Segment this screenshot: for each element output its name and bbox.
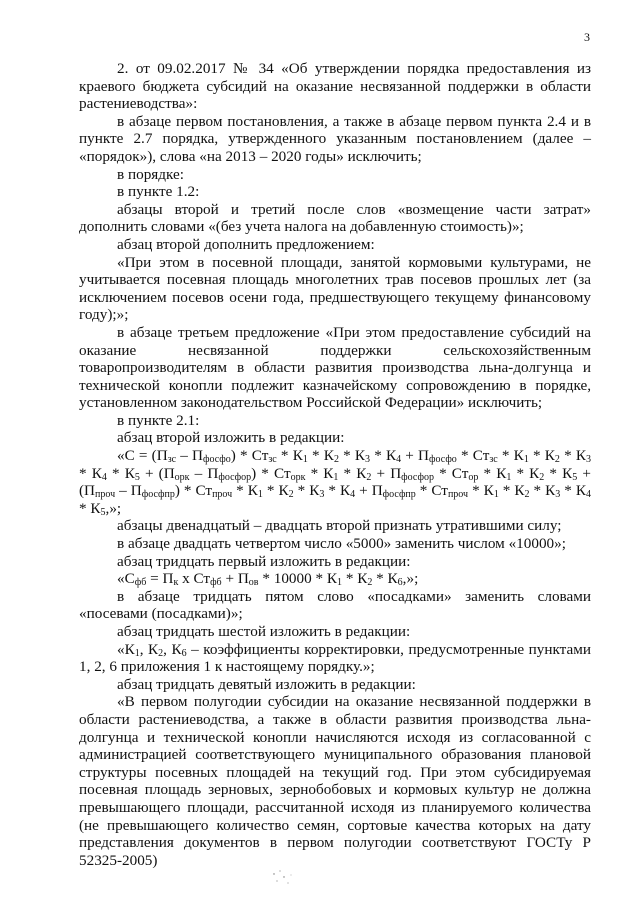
formula-subscript: 2 xyxy=(367,577,373,589)
formula-subscript: фосфпр xyxy=(141,489,175,501)
formula-subscript: 1 xyxy=(493,489,499,501)
paragraph: в пункте 2.1: xyxy=(117,411,200,429)
formula-text: * Ст xyxy=(433,464,469,482)
formula-subscript: фб xyxy=(210,577,222,589)
formula-subscript: 6 xyxy=(181,647,187,659)
paragraph: в абзаце тридцать пятом слово «посадками» заменить словами «посевами (посадками)»; xyxy=(79,587,591,623)
formula-text: + (П xyxy=(139,464,175,482)
formula-text: + П xyxy=(401,447,430,465)
formula-text: ,»; xyxy=(402,570,419,588)
formula-subscript: фосфо xyxy=(429,454,457,466)
formula-subscript: проч xyxy=(212,489,233,501)
formula-subscript: 4 xyxy=(101,471,107,483)
formula-text: + П xyxy=(355,482,383,500)
formula-subscript: зс xyxy=(167,454,177,466)
formula-subscript: фосфор xyxy=(218,471,252,483)
formula-text: * Ст xyxy=(456,447,490,465)
formula-subscript: 3 xyxy=(555,489,561,501)
formula-text: * 10000 * К xyxy=(258,570,338,588)
formula-subscript: 2 xyxy=(288,489,294,501)
formula-subscript: зс xyxy=(268,454,277,466)
formula-subscript: 1 xyxy=(302,454,308,466)
formula-subscript: 6 xyxy=(397,577,403,589)
formula-text: ,»; xyxy=(105,499,122,517)
formula-subscript: 3 xyxy=(365,454,371,466)
formula-text: , К xyxy=(163,640,182,658)
formula-subsidy xyxy=(79,447,591,517)
formula-text: + П xyxy=(221,570,249,588)
formula-subscript: 5 xyxy=(572,471,578,483)
formula-text: * К xyxy=(342,570,368,588)
formula-text: * К xyxy=(232,482,258,500)
formula-text: * К xyxy=(293,482,320,500)
formula-subscript: ов xyxy=(248,577,259,589)
formula-subscript: 2 xyxy=(366,471,372,483)
formula-subscript: проч xyxy=(447,489,469,501)
formula-text: , К xyxy=(139,640,159,658)
formula-subscript: орк xyxy=(174,471,190,483)
paragraph: абзацы двенадцатый – двадцать второй признать утратившими силу; xyxy=(117,517,562,535)
paragraph: абзац тридцать девятый изложить в редакции: xyxy=(117,675,416,693)
formula-text: ) * Ст xyxy=(230,447,269,465)
paragraph: в абзаце первом постановления, а также в абзаце первом пункта 2.4 и в пункте 2.7 порядка, утвержденного указанным постановлением (далее – «порядок»), слова «на 2013 – 2020 годы» исключить; xyxy=(79,112,591,165)
formula-text: ) * Ст xyxy=(251,464,291,482)
formula-text: * Ст xyxy=(415,482,448,500)
formula-text: * К xyxy=(529,482,556,500)
paragraph: «В первом полугодии субсидии на оказание несвязанной поддержки в области растениеводства, а также в области развития производства льна-долгунца и технической конопли начисляются исходя из согласованной с администрацией соответствующего муниципального образования плановой структуры посевных площадей на текущий год. При этом субсидируемая посевная площадь зерновых, зернобобовых и кормовых культур не должна превышающего площади, рассчитанной исходя из планируемого количества (не превышающего количество семян, сортовые качества которых на дату представления документов в первом полугодии соответствуют ГОСТу Р 52325-2005) xyxy=(79,693,591,869)
paragraph: в абзаце третьем предложение «При этом предоставление субсидий на оказание несвязанной поддержки сельскохозяйственным товаропроизводителям в области развития производства льна-долгунца и технической конопли подлежит казначейскому сопровождению в порядке, установленном законодательством Российской Федерации» исключить; xyxy=(79,323,591,412)
formula-subscript: 2 xyxy=(333,454,339,466)
formula-fb xyxy=(79,570,591,588)
paragraph: абзацы второй и третий после слов «возмещение части затрат» дополнить словами «(без учета налога на добавленную стоимость)»; xyxy=(79,200,591,236)
formula-text: + П xyxy=(371,464,402,482)
formula-subscript: зс xyxy=(489,454,498,466)
formula-subscript: 2 xyxy=(158,647,164,659)
formula-text: ) * Ст xyxy=(174,482,213,500)
formula-text: * К xyxy=(305,464,334,482)
paragraph: «При этом в посевной площади, занятой кормовыми культурами, не учитывается посевная площадь многолетних трав посевов прошлых лет (за исключением посевов осени года, предшествующего текущему финансовому году);»; xyxy=(79,253,591,324)
formula-text: * К xyxy=(544,464,573,482)
formula-subscript: орк xyxy=(290,471,306,483)
paragraph: 2. от 09.02.2017 № 34 «Об утверждении порядка предоставления из краевого бюджета субсидий на оказание несвязанной поддержки в области растениеводства»: xyxy=(79,60,591,113)
formula-text: = П xyxy=(146,570,174,588)
formula-subscript: 2 xyxy=(539,471,545,483)
formula-subscript: фосфо xyxy=(203,454,231,466)
formula-text: «С = (П xyxy=(117,447,168,465)
scan-specks xyxy=(268,868,298,888)
formula-text: * К xyxy=(559,447,587,465)
formula-text: * К xyxy=(338,447,366,465)
formula-text: – П xyxy=(189,464,219,482)
formula-text: + (П xyxy=(79,464,591,500)
formula-subscript: 4 xyxy=(396,454,402,466)
formula-text: * К xyxy=(468,482,494,500)
paragraph: абзац второй изложить в редакции: xyxy=(117,429,345,447)
paragraph: в пункте 1.2: xyxy=(117,183,200,201)
formula-subscript: 5 xyxy=(100,506,106,518)
formula-text: х Ст xyxy=(178,570,211,588)
formula-subscript: 3 xyxy=(319,489,325,501)
page-number: 3 xyxy=(584,30,590,44)
formula-text: * К xyxy=(511,464,540,482)
formula-text: * К xyxy=(79,499,101,517)
paragraph: в абзаце двадцать четвертом число «5000» заменить числом «10000»; xyxy=(117,535,566,553)
paragraph: в порядке: xyxy=(117,165,184,183)
formula-subscript: к xyxy=(173,577,179,589)
formula-text: – коэффициенты корректировки, предусмотренные пунктами 1, 2, 6 приложения 1 к настоящему порядку.»; xyxy=(79,640,591,676)
paragraph: абзац второй дополнить предложением: xyxy=(117,235,375,253)
formula-coefficients xyxy=(79,641,591,676)
formula-text: * К xyxy=(370,447,397,465)
formula-text: * К xyxy=(338,464,367,482)
formula-text: * К xyxy=(79,464,102,482)
formula-text: – П xyxy=(115,482,142,500)
formula-subscript: 1 xyxy=(337,577,343,589)
formula-text: «С xyxy=(117,570,135,588)
formula-text: – П xyxy=(176,447,203,465)
formula-text: * К xyxy=(262,482,289,500)
formula-subscript: 5 xyxy=(134,471,140,483)
formula-subscript: 4 xyxy=(350,489,356,501)
formula-subscript: 2 xyxy=(554,454,560,466)
formula-text: * К xyxy=(498,482,525,500)
formula-subscript: 3 xyxy=(586,454,592,466)
formula-subscript: 1 xyxy=(523,454,529,466)
formula-text: * К xyxy=(560,482,587,500)
formula-text: * К xyxy=(276,447,303,465)
formula-subscript: 2 xyxy=(524,489,530,501)
document-body xyxy=(79,60,591,869)
formula-subscript: проч xyxy=(95,489,116,501)
paragraph: абзац тридцать шестой изложить в редакции: xyxy=(117,623,411,640)
formula-text: * К xyxy=(307,447,334,465)
formula-text: * К xyxy=(372,570,398,588)
formula-subscript: фб xyxy=(134,577,147,589)
formula-text: «К xyxy=(117,640,135,658)
formula-text: * К xyxy=(478,464,507,482)
paragraph: абзац тридцать первый изложить в редакции: xyxy=(117,552,411,570)
formula-text: * К xyxy=(106,464,135,482)
formula-text: * К xyxy=(324,482,351,500)
formula-subscript: фосфпр xyxy=(382,489,416,501)
formula-subscript: 1 xyxy=(134,647,140,659)
formula-text: * К xyxy=(528,447,555,465)
formula-subscript: 1 xyxy=(506,471,512,483)
formula-subscript: ор xyxy=(468,471,479,483)
formula-text: * К xyxy=(497,447,524,465)
formula-subscript: фосфор xyxy=(401,471,434,483)
formula-subscript: 4 xyxy=(586,489,592,501)
formula-subscript: 1 xyxy=(257,489,263,501)
formula-subscript: 1 xyxy=(333,471,339,483)
